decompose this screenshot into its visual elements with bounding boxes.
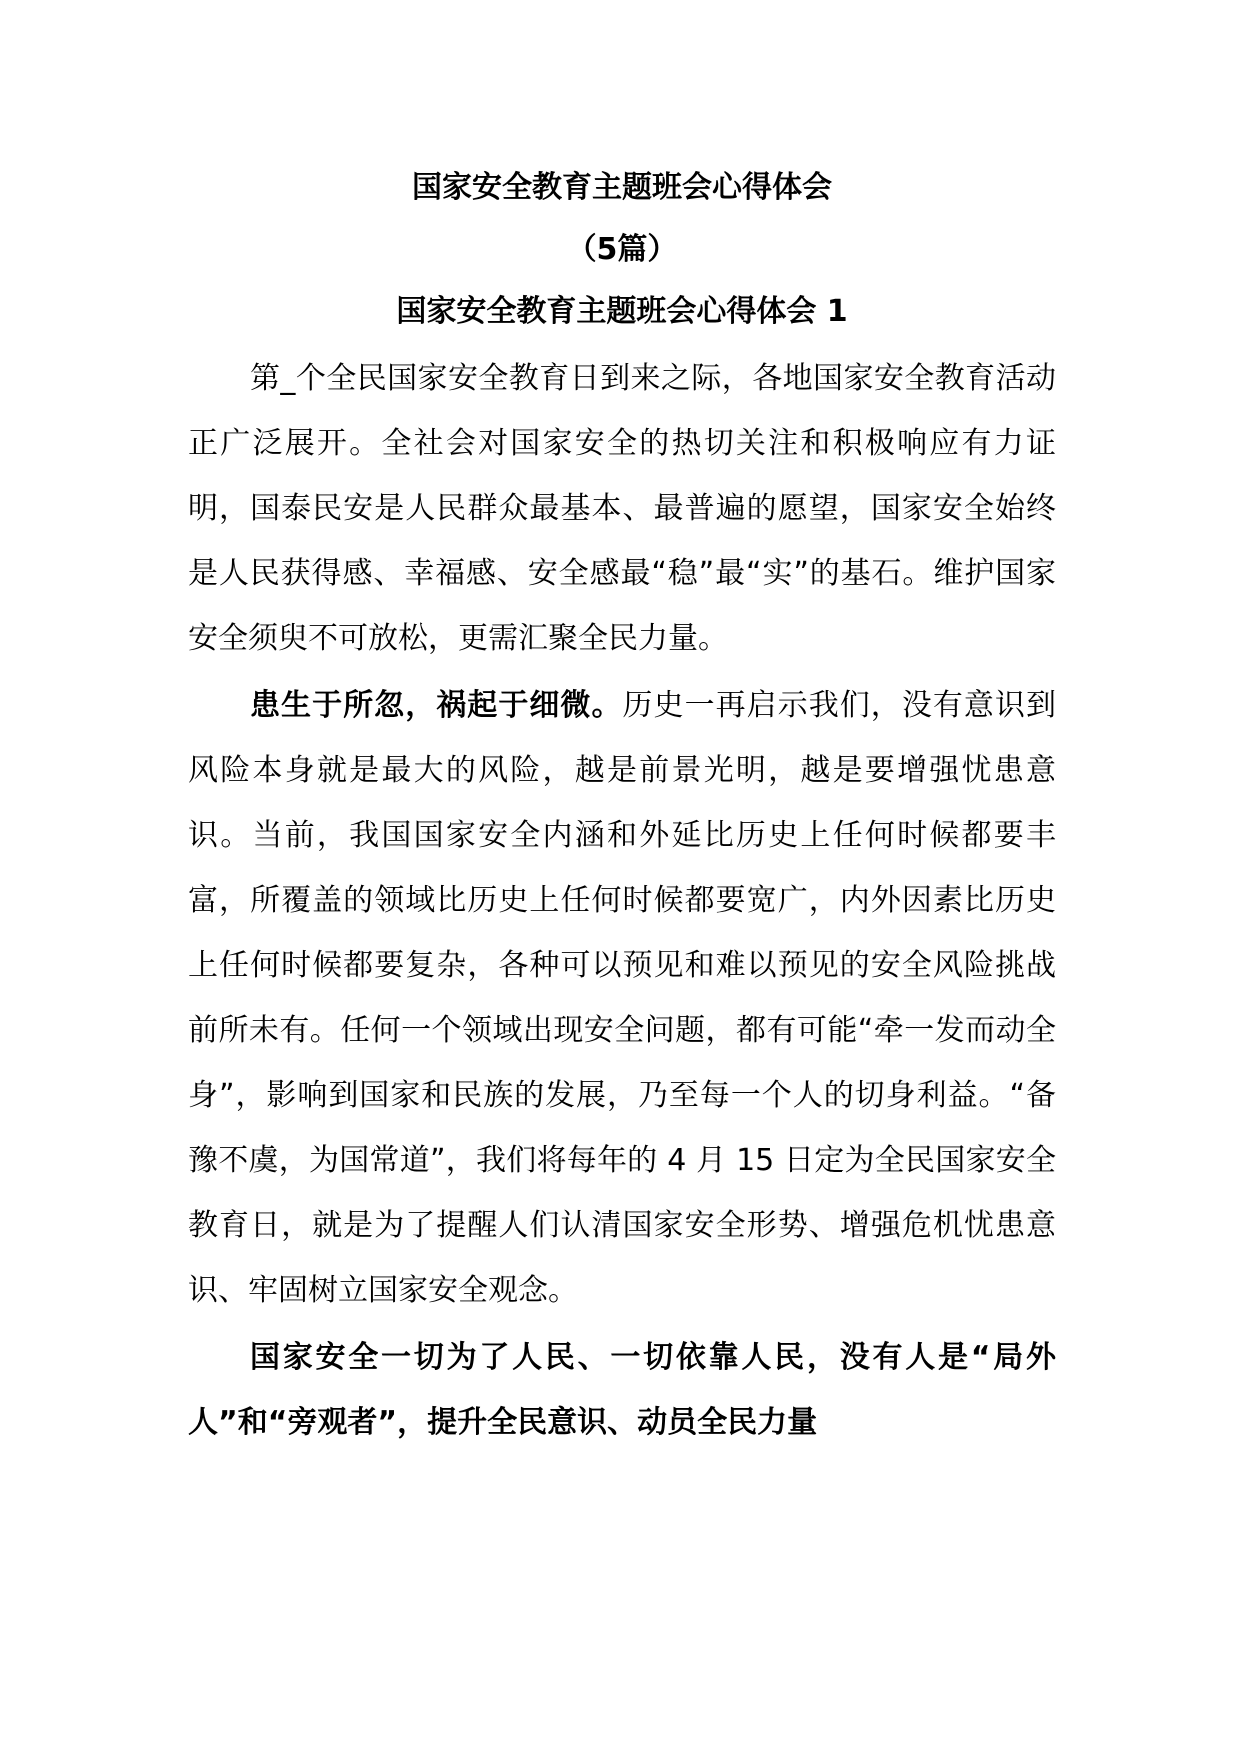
document-title: 国家安全教育主题班会心得体会 <box>412 170 832 205</box>
paragraph-2-lead: 患生于所忽，祸起于细微。 <box>250 688 623 723</box>
paragraph-3-lead: 国家安全一切为了人民、一切依靠人民，没有人是“局外人”和“旁观者”，提升全民意识、动员全民力量 <box>188 1340 1056 1440</box>
paragraph-2-text: 历史一再启示我们，没有意识到风险本身就是最大的风险，越是前景光明，越是要增强忧患意识。当前，我国国家安全内涵和外延比历史上任何时候都要丰富，所覆盖的领域比历史上任何时候都要宽广，内外因素比历史上任何时候都要复杂，各种可以预见和难以预见的安全风险挑战前所未有。任何一个领域出现安全问题，都有可能“牵一发而动全身”，影响到国家和民族的发展，乃至每一个人的切身利益。“备豫不虞，为国常道”，我们将每年的 4 月 15 日定为全民国家安全教育日，就是为了提醒人们认清国家安全形势、增强危机忧患意识、牢固树立国家安全观念。 <box>188 688 1057 1308</box>
section-title: 国家安全教育主题班会心得体会 1 <box>396 294 848 329</box>
paragraph-1 <box>188 346 1056 671</box>
paragraph-3 <box>188 1325 1056 1455</box>
document-page <box>188 168 1056 1457</box>
paragraph-1-text: 第_个全民国家安全教育日到来之际，各地国家安全教育活动正广泛展开。全社会对国家安全的热切关注和积极响应有力证明，国泰民安是人民群众最基本、最普遍的愿望，国家安全始终是人民获得感、幸福感、安全感最“稳”最“实”的基石。维护国家安全须臾不可放松，更需汇聚全民力量。 <box>188 361 1056 656</box>
paragraph-2 <box>188 673 1056 1323</box>
document-subtitle: （5篇） <box>566 232 678 267</box>
